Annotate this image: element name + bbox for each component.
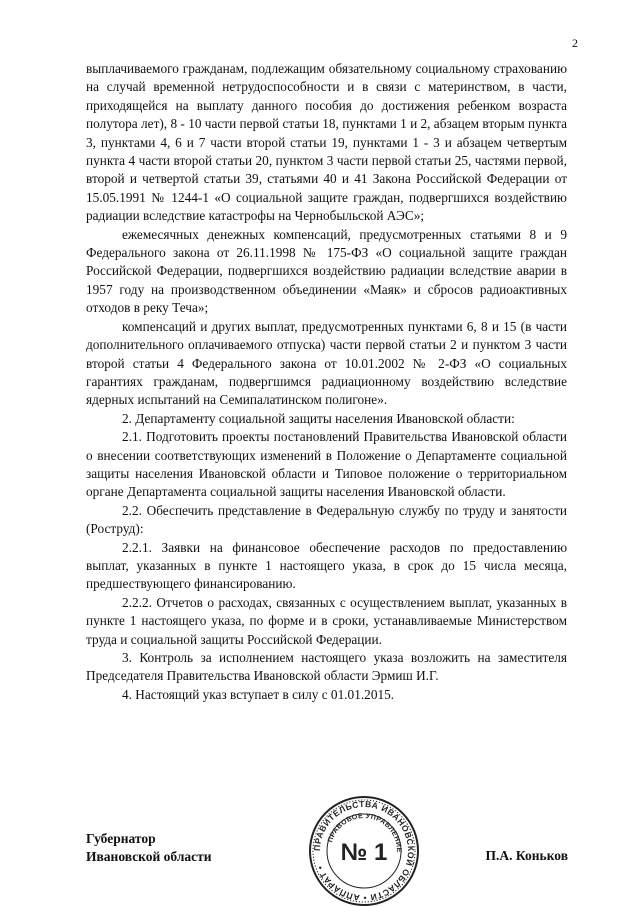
paragraph-item-2-2-1: 2.2.1. Заявки на финансовое обеспечение расходов по предоставлению выплат, указанных в пункте 1 настоящего указа, в срок до 15 числа месяца, предшествующего финансированию. [86, 539, 567, 592]
signature-title-line-1: Губернатор [86, 831, 156, 846]
paragraph-continuation: выплачиваемого гражданам, подлежащим обязательному социальному страхованию на случай временной нетрудоспособности и в связи с материнством, в части, приходящейся на выплату данного пособия до достижения ребенком возраста полутора лет), 8 - 10 части первой статьи 18, пунктами 1 и 2, абзацем вторым пункта 3, пунктами 4, 6 и 7 части второй статьи 19, пунктами 1 - 3 и абзацем четвертым пункта 4 части второй статьи 20, пунктом 3 части первой статьи 25, частями первой, второй и четвертой статьи 39, статьями 40 и 41 Закона Российской Федерации от 15.05.1991 № 1244-1 «О социальной защите граждан, подвергшихся воздействию радиации вследствие катастрофы на Чернобыльской АЭС»; [86, 61, 567, 224]
page-number: 2 [572, 36, 578, 50]
paragraph-monthly-compensations: ежемесячных денежных компенсаций, предусмотренных статьями 8 и 9 Федерального закона от 26.11.1998 № 175-ФЗ «О социальной защите граждан Российской Федерации, подвергшихся воздействию радиации вследствие аварии в 1957 году на производственном объединении «Маяк» и сбросов радиоактивных отходов в реку Теча»; [86, 226, 567, 316]
signature-title-line-2: Ивановской области [86, 849, 212, 864]
paragraph-other-payments: компенсаций и других выплат, предусмотренных пунктами 6, 8 и 15 (в части дополнительного оплачиваемого отпуска) части первой статьи 2 и пунктом 3 части второй статьи 4 Федерального закона от 10.01.2002 № 2-ФЗ «О социальных гарантиях гражданам, подвергшимся радиационному воздействию вследствие ядерных испытаний на Семипалатинском полигоне». [86, 318, 567, 408]
signature-title [86, 830, 212, 866]
official-seal-icon [308, 795, 420, 907]
paragraph-item-2-2: 2.2. Обеспечить представление в Федеральную службу по труду и занятости (Роструд): [86, 502, 567, 537]
paragraph-item-4: 4. Настоящий указ вступает в силу с 01.01.2015. [122, 686, 395, 702]
paragraph-item-2-1: 2.1. Подготовить проекты постановлений Правительства Ивановской области о внесении соответствующих изменений в Положение о Департаменте социальной защиты населения Ивановской области и Типовое положение о территориальном органе Департамента социальной защиты населения Ивановской области. [86, 429, 567, 500]
seal-number: № 1 [340, 839, 388, 866]
seal-outer-text-path: ПРАВИТЕЛЬСТВА ИВАНОВСКОЙ ОБЛАСТИ • АППАРАТ • [311, 798, 417, 904]
seal-inner-text-path: ПРАВОВОЕ УПРАВЛЕНИЕ [327, 812, 403, 853]
paragraph-item-2-2-2: 2.2.2. Отчетов о расходах, связанных с осуществлением выплат, указанных в пункте 1 настоящего указа, по форме и в сроки, устанавливаемые Министерством труда и социальной защиты Российской Федерации. [86, 594, 567, 647]
document-body [86, 60, 567, 704]
signer-name: П.А. Коньков [485, 848, 568, 863]
paragraph-item-2: 2. Департаменту социальной защиты населения Ивановской области: [122, 410, 515, 426]
paragraph-item-3: 3. Контроль за исполнением настоящего указа возложить на заместителя Председателя Правительства Ивановской области Эрмиш И.Г. [86, 650, 567, 684]
